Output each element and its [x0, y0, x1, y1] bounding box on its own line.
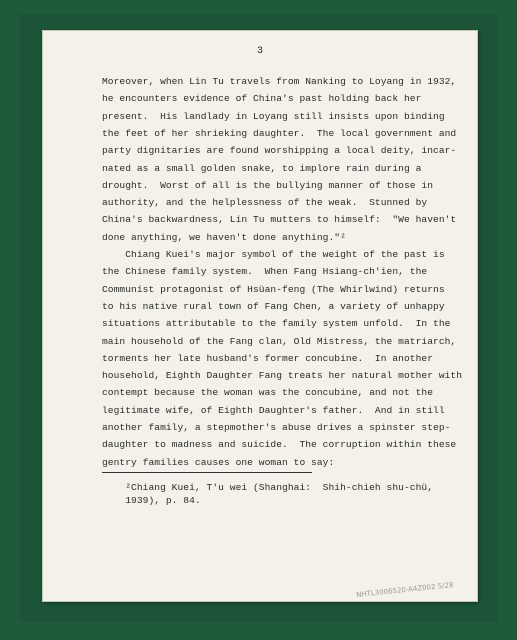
- body-line: he encounters evidence of China's past holding back her: [102, 93, 422, 105]
- body-line: another family, a stepmother's abuse drives a spinster step-: [102, 422, 451, 433]
- body-line: the Chinese family system. When Fang Hsiang-ch'ien, the: [102, 266, 428, 278]
- body-line: legitimate wife, of Eighth Daughter's father. And in still: [102, 404, 445, 416]
- body-line: nated as a small golden snake, to implore rain during a: [102, 162, 422, 174]
- body-line: Chiang Kuei's major symbol of the weight of the past is: [102, 249, 445, 260]
- document-page: [42, 30, 478, 602]
- body-line: gentry families causes one woman to say:: [102, 456, 335, 468]
- body-line: the feet of her shrieking daughter. The local government and: [102, 127, 457, 139]
- body-line: contempt because the woman was the concubine, and not the: [102, 387, 434, 399]
- body-line: China's backwardness, Lin Tu mutters to himself: "We haven't: [102, 214, 457, 226]
- footnote-line: 1939), p. 84.: [102, 495, 201, 506]
- body-line: Moreover, when Lin Tu travels from Nanking to Loyang in 1932,: [102, 76, 457, 87]
- body-line: household, Eighth Daughter Fang treats her natural mother with: [102, 370, 463, 382]
- body-line: Communist protagonist of Hsüan-feng (The Whirlwind) returns: [102, 283, 445, 295]
- footnote-rule: [102, 472, 312, 473]
- body-line: authority, and the helplessness of the weak. Stunned by: [102, 197, 428, 209]
- body-line: main household of the Fang clan, Old Mistress, the matriarch,: [102, 335, 457, 347]
- body-line: present. His landlady in Loyang still insists upon binding: [102, 110, 445, 122]
- body-line: daughter to madness and suicide. The corruption within these: [102, 439, 457, 451]
- body-line: party dignitaries are found worshipping a local deity, incar-: [102, 145, 457, 157]
- body-line: to his native rural town of Fang Chen, a variety of unhappy: [102, 300, 445, 312]
- body-line: torments her late husband's former concubine. In another: [102, 352, 434, 364]
- archive-stamp: NHTL3006520-A4Z002 5/28: [356, 580, 455, 600]
- body-line: done anything, we haven't done anything."²: [102, 231, 346, 243]
- body-line: situations attributable to the family system unfold. In the: [102, 318, 451, 330]
- page-number: 3: [256, 46, 263, 57]
- body-line: drought. Worst of all is the bullying manner of those in: [102, 179, 434, 191]
- footnote-line: ²Chiang Kuei, T'u wei (Shanghai: Shih-chieh shu-chü,: [102, 482, 434, 493]
